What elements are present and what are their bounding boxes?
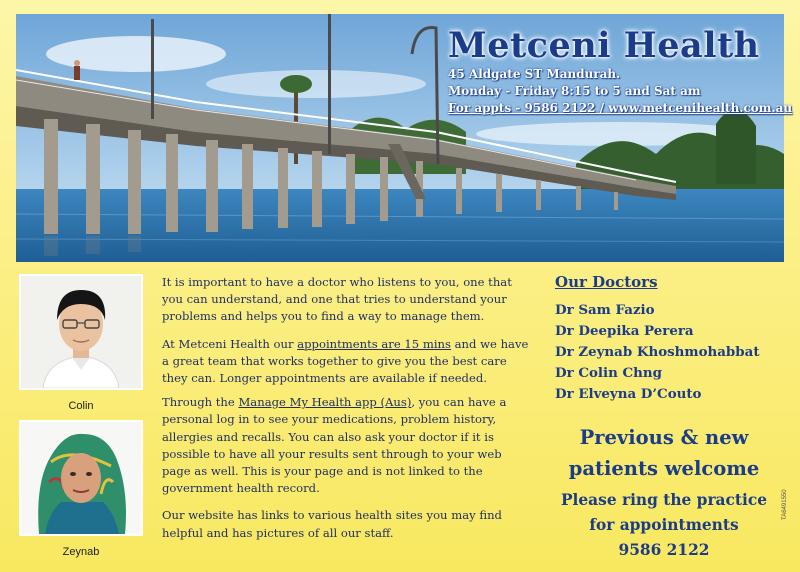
brand-block [448,26,792,117]
welcome-message [548,422,780,484]
doctors-heading: Our Doctors [555,273,658,291]
body-copy [162,274,530,552]
doctor-item: Dr Zeynab Khoshmohabbat [555,344,760,360]
photo-colin [19,274,143,390]
practice-address: 45 Aldgate ST Mandurah. [448,67,621,81]
ring-line-1: Please ring the practice [560,491,768,509]
doctor-item: Dr Colin Chng [555,365,662,381]
phone-number[interactable]: 9586 2122 [618,541,710,559]
welcome-line-1: Previous & new [579,426,749,449]
ring-message [548,488,780,563]
welcome-line-2: patients welcome [568,457,760,480]
appointments-text-end: and we have a great team that works together to give you the best care they can. Longer appointments are available if needed. [162,336,529,386]
doctor-item: Dr Sam Fazio [555,302,655,318]
doctors-panel [555,272,780,405]
app-text-start: Through the [162,395,239,410]
manage-my-health-link[interactable]: Manage My Health app (Aus) [238,395,412,410]
practice-title: Metceni Health [448,25,760,66]
doctor-item: Dr Elveyna D’Couto [555,386,702,402]
practice-contact-link[interactable]: For appts - 9586 2122 / www.metcenihealth.com.au [448,101,793,115]
paragraph-intro: It is important to have a doctor who listens to you, one that you can understand, and one that tries to understand your problems and helps you to find a way to manage them. [162,275,512,324]
paragraph-app [162,394,530,497]
ad-code: TA6491550 [782,489,788,520]
caption-zeynab: Zeynab [62,546,100,558]
paragraph-appointments [162,336,530,388]
photo-zeynab [19,420,143,536]
practice-hours: Monday - Friday 8:15 to 5 and Sat am [448,84,701,98]
app-text-end: , you can have a personal log in to see your medications, problem history, allergies and recalls. You can also ask your doctor if it is possible to have all your results sent through to your web page as well. This is your page and is not linked to the government health record. [162,395,507,496]
paragraph-website: Our website has links to various health sites you may find helpful and has pictures of all our staff. [162,508,502,540]
appointments-text-start: At Metceni Health our [162,336,298,351]
caption-colin: Colin [68,400,94,412]
ring-line-2: for appointments [589,516,739,534]
appointments-length-link[interactable]: appointments are 15 mins [297,336,451,351]
doctor-item: Dr Deepika Perera [555,323,694,339]
